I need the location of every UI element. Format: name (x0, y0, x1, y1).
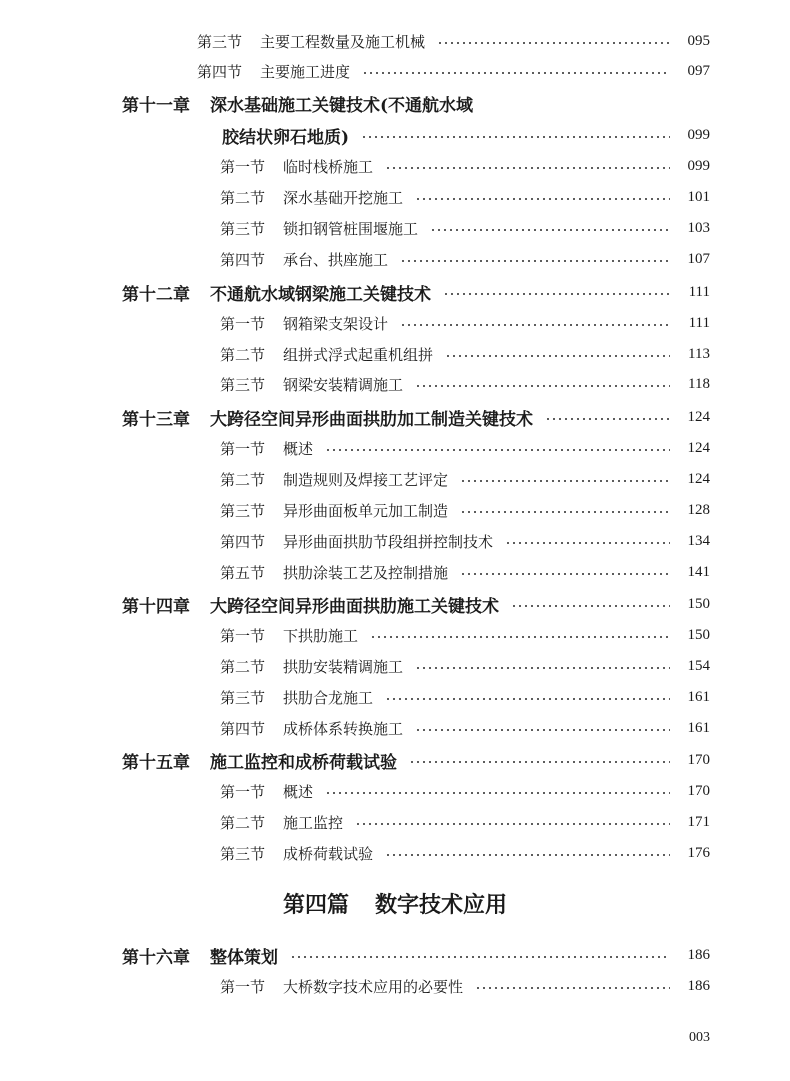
page-number: 170 (687, 751, 710, 768)
chapter-title: 施工监控和成桥荷载试验 (210, 752, 397, 773)
section-title: 成桥体系转换施工 (283, 719, 404, 738)
section-label: 第三节 (220, 219, 266, 238)
chapter-heading-continued[interactable] (222, 121, 710, 149)
leader-dots (475, 987, 670, 989)
section-label: 第三节 (220, 501, 266, 520)
page-number: 154 (687, 657, 710, 674)
section-label: 第一节 (220, 626, 266, 645)
toc-entry[interactable] (220, 777, 710, 805)
leader-dots (362, 72, 670, 74)
page-number: 141 (687, 563, 710, 580)
leader-dots (443, 293, 670, 295)
section-label: 第一节 (220, 314, 266, 333)
section-title: 概述 (283, 782, 314, 801)
toc-entry[interactable] (220, 839, 710, 867)
section-title: 概述 (283, 439, 314, 458)
section-title: 拱肋安装精调施工 (283, 657, 404, 676)
page-number: 134 (687, 532, 710, 549)
section-label: 第四节 (220, 250, 266, 269)
chapter-title: 大跨径空间异形曲面拱肋加工制造关键技术 (210, 409, 533, 430)
chapter-label: 第十五章 (122, 752, 190, 773)
leader-dots (415, 729, 670, 731)
toc-entry[interactable] (220, 972, 710, 1000)
leader-dots (385, 698, 670, 700)
page-number: 150 (687, 595, 710, 612)
section-title: 临时栈桥施工 (283, 157, 374, 176)
leader-dots (325, 792, 670, 794)
section-title: 施工监控 (283, 813, 344, 832)
page-number: 124 (687, 470, 710, 487)
page-number: 128 (687, 501, 710, 518)
toc-entry[interactable] (220, 558, 710, 586)
leader-dots (415, 198, 670, 200)
toc-entry[interactable] (220, 340, 710, 368)
leader-dots (545, 418, 670, 420)
leader-dots (460, 480, 670, 482)
page-number: 171 (687, 813, 710, 830)
leader-dots (460, 511, 670, 513)
section-label: 第四节 (220, 719, 266, 738)
leader-dots (430, 229, 670, 231)
toc-entry[interactable] (220, 152, 710, 180)
leader-dots (505, 542, 670, 544)
section-label: 第三节 (220, 688, 266, 707)
section-label: 第一节 (220, 782, 266, 801)
leader-dots (437, 42, 670, 44)
chapter-label: 第十二章 (122, 284, 190, 305)
section-title: 制造规则及焊接工艺评定 (283, 470, 449, 489)
section-title: 大桥数字技术应用的必要性 (283, 977, 464, 996)
toc-entry[interactable] (220, 465, 710, 493)
section-title: 深水基础开挖施工 (283, 188, 404, 207)
section-label: 第二节 (220, 470, 266, 489)
toc-entry[interactable] (220, 245, 710, 273)
page-number: 150 (687, 626, 710, 643)
section-label: 第一节 (220, 157, 266, 176)
section-label: 第二节 (220, 657, 266, 676)
page-number: 097 (687, 62, 710, 79)
part-heading[interactable] (0, 888, 790, 919)
section-title: 锁扣钢管桩围堰施工 (283, 219, 419, 238)
section-label: 第三节 (220, 375, 266, 394)
page-number: 176 (687, 844, 710, 861)
section-label: 第三节 (220, 844, 266, 863)
section-title: 钢箱梁支架设计 (283, 314, 389, 333)
chapter-heading[interactable] (122, 941, 710, 969)
leader-dots (361, 136, 670, 138)
page-number: 103 (687, 219, 710, 236)
section-label: 第三节 (197, 32, 243, 51)
toc-entry[interactable] (197, 27, 710, 55)
chapter-title-line2: 胶结状卵石地质) (222, 127, 350, 148)
section-title: 拱肋合龙施工 (283, 688, 374, 707)
leader-dots (325, 449, 670, 451)
leader-dots (385, 167, 670, 169)
leader-dots (400, 324, 670, 326)
page-number: 111 (688, 283, 710, 300)
chapter-label: 第十四章 (122, 596, 190, 617)
toc-entry[interactable] (220, 309, 710, 337)
leader-dots (290, 956, 670, 958)
toc-entry[interactable] (220, 714, 710, 742)
page-number: 186 (687, 977, 710, 994)
chapter-title: 深水基础施工关键技术(不通航水域 (210, 95, 474, 116)
leader-dots (409, 761, 670, 763)
chapter-title: 大跨径空间异形曲面拱肋施工关键技术 (210, 596, 499, 617)
page-number: 118 (688, 375, 710, 392)
chapter-label: 第十一章 (122, 95, 190, 116)
page-number: 101 (687, 188, 710, 205)
toc-entry[interactable] (220, 183, 710, 211)
section-label: 第四节 (197, 62, 243, 81)
section-label: 第二节 (220, 813, 266, 832)
toc-entry[interactable] (220, 808, 710, 836)
section-label: 第五节 (220, 563, 266, 582)
leader-dots (415, 667, 670, 669)
toc-entry[interactable] (220, 434, 710, 462)
section-label: 第一节 (220, 439, 266, 458)
page-number: 170 (687, 782, 710, 799)
section-title: 下拱肋施工 (283, 626, 359, 645)
section-title: 主要工程数量及施工机械 (260, 32, 426, 51)
leader-dots (355, 823, 670, 825)
section-title: 主要施工进度 (260, 62, 351, 81)
page-number: 107 (687, 250, 710, 267)
page-number: 113 (688, 345, 710, 362)
section-title: 异形曲面拱肋节段组拼控制技术 (283, 532, 494, 551)
section-title: 拱肋涂装工艺及控制措施 (283, 563, 449, 582)
folio-page-number: 003 (689, 1030, 710, 1045)
part-label: 第四篇 (282, 892, 349, 918)
toc-entry[interactable] (220, 652, 710, 680)
leader-dots (385, 854, 670, 856)
section-title: 钢梁安装精调施工 (283, 375, 404, 394)
chapter-title: 不通航水域钢梁施工关键技术 (210, 284, 431, 305)
section-title: 承台、拱座施工 (283, 250, 389, 269)
page-number: 095 (687, 32, 710, 49)
section-label: 第一节 (220, 977, 266, 996)
page-number: 111 (688, 314, 710, 331)
chapter-heading[interactable] (122, 590, 710, 618)
page-number: 099 (687, 126, 710, 143)
page-number: 099 (687, 157, 710, 174)
leader-dots (445, 355, 670, 357)
leader-dots (400, 260, 670, 262)
toc-entry[interactable] (220, 214, 710, 242)
page-number: 124 (687, 408, 710, 425)
leader-dots (511, 605, 670, 607)
chapter-label: 第十三章 (122, 409, 190, 430)
page-number: 161 (687, 688, 710, 705)
section-label: 第二节 (220, 345, 266, 364)
section-title: 组拼式浮式起重机组拼 (283, 345, 434, 364)
toc-entry[interactable] (220, 370, 710, 398)
page-number: 161 (687, 719, 710, 736)
chapter-heading[interactable] (122, 278, 710, 306)
toc-entry[interactable] (220, 683, 710, 711)
toc-entry[interactable] (220, 621, 710, 649)
leader-dots (460, 573, 670, 575)
toc-entry[interactable] (220, 496, 710, 524)
chapter-heading[interactable] (122, 746, 710, 774)
page-number: 124 (687, 439, 710, 456)
chapter-title: 整体策划 (210, 947, 278, 968)
chapter-heading[interactable] (122, 403, 710, 431)
chapter-heading[interactable] (122, 89, 473, 117)
part-title: 数字技术应用 (375, 892, 508, 918)
chapter-label: 第十六章 (122, 947, 190, 968)
toc-entry[interactable] (197, 57, 710, 85)
toc-entry[interactable] (220, 527, 710, 555)
section-title: 异形曲面板单元加工制造 (283, 501, 449, 520)
leader-dots (415, 385, 670, 387)
section-label: 第二节 (220, 188, 266, 207)
section-title: 成桥荷载试验 (283, 844, 374, 863)
page-number: 186 (687, 946, 710, 963)
leader-dots (370, 636, 670, 638)
section-label: 第四节 (220, 532, 266, 551)
